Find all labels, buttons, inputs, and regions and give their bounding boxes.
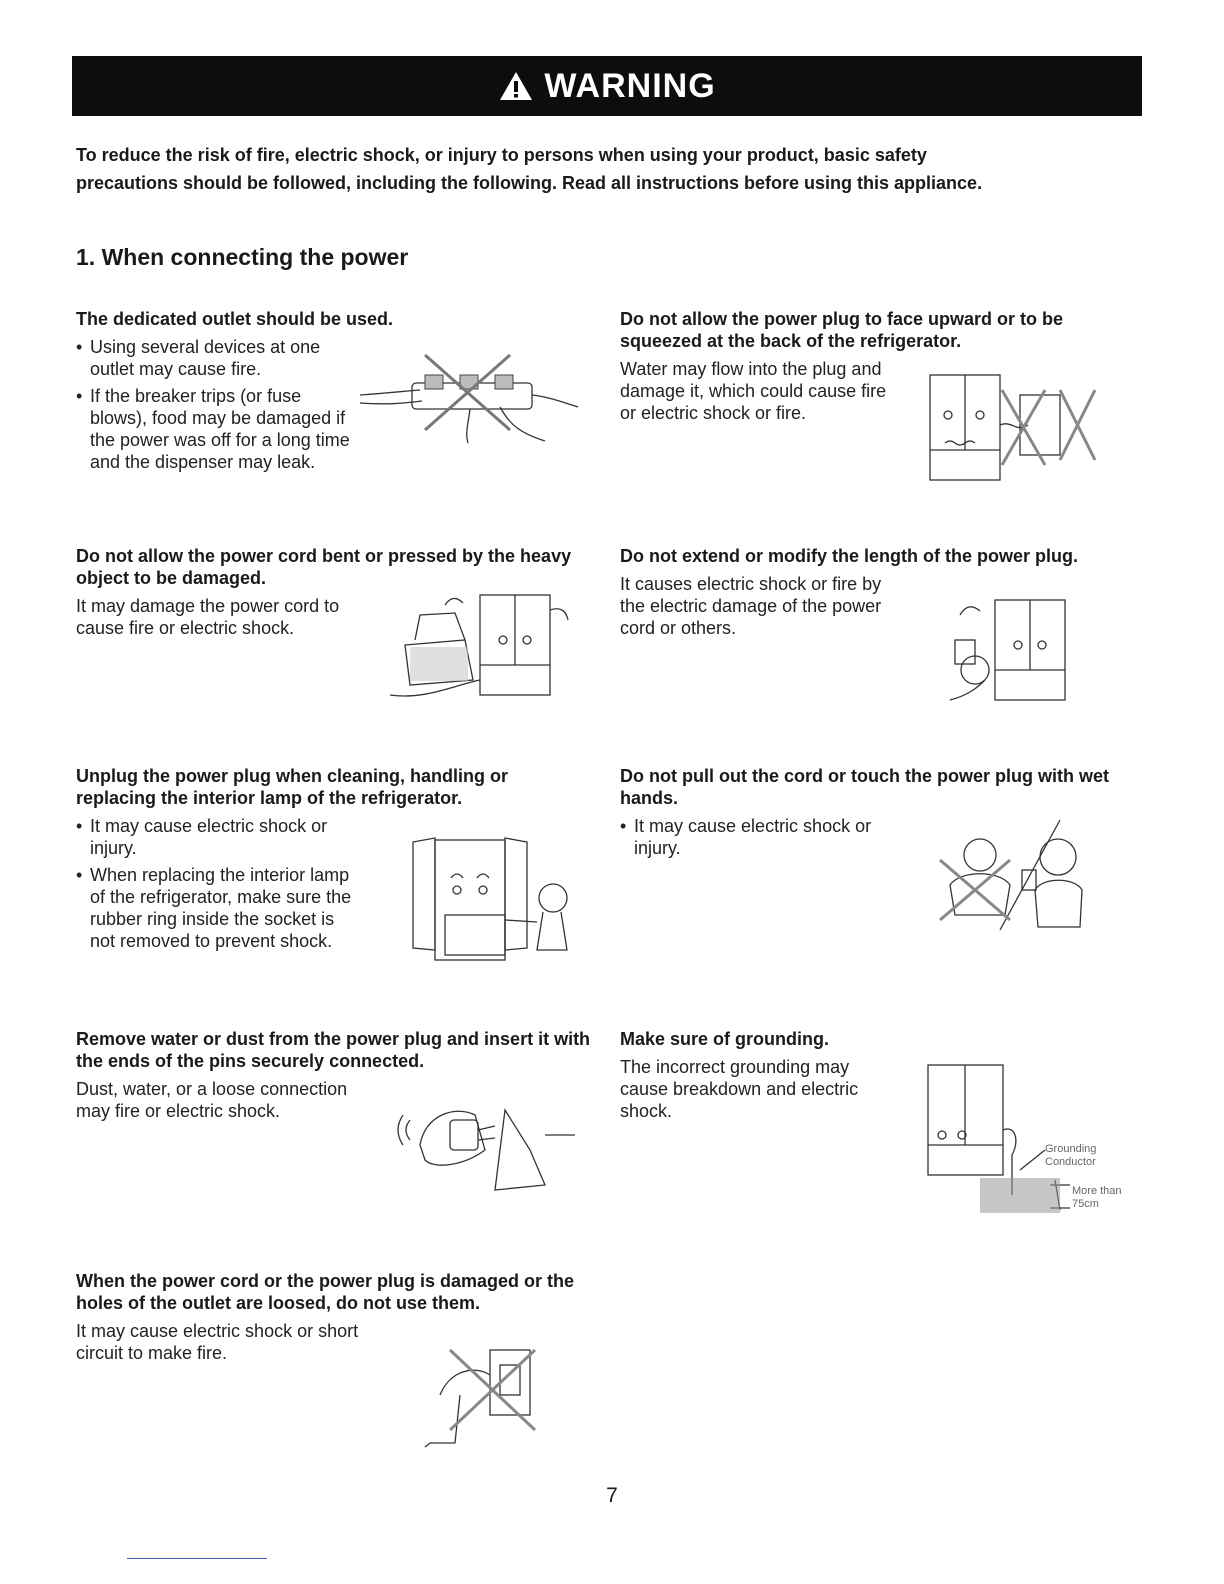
warning-triangle-icon: [498, 70, 534, 102]
item-heading: The dedicated outlet should be used.: [76, 309, 394, 329]
list-item: • It may cause electric shock or injury.: [620, 815, 895, 859]
item-heading: Remove water or dust from the power plug and insert it with the ends of the pins securely connected.: [76, 1029, 591, 1071]
footer-rule: [127, 1558, 267, 1559]
item-heading: Do not extend or modify the length of the power plug.: [620, 546, 1078, 566]
warning-banner: [72, 56, 1142, 116]
item-text: It may damage the power cord to cause fire or electric shock.: [76, 596, 340, 638]
list-item: • If the breaker trips (or fuse blows), food may be damaged if the power was off for a long time and the dispenser may leak.: [76, 385, 361, 473]
extend-plug-illustration: [930, 585, 1080, 710]
item-heading: Make sure of grounding.: [620, 1029, 830, 1049]
fridge-plug-back-illustration: [920, 365, 1100, 485]
list-item: • It may cause electric shock or injury.: [76, 815, 361, 859]
intro-paragraph: [76, 141, 1136, 197]
clean-plug-illustration: [395, 1090, 585, 1200]
grounding-illustration: [920, 1060, 1140, 1220]
multi-plug-illustration: [350, 345, 580, 445]
item-text: Water may flow into the plug and damage it, which could cause fire or electric shock or fire.: [620, 359, 887, 423]
section-title: 1. When connecting the power: [76, 244, 409, 270]
list-item: • When replacing the interior lamp of the refrigerator, make sure the rubber ring inside the socket is not removed to prevent shock.: [76, 864, 361, 952]
item-heading: When the power cord or the power plug is damaged or the holes of the outlet are loosed, do not use them.: [76, 1271, 575, 1313]
item-text: Dust, water, or a loose connection may fire or electric shock.: [76, 1079, 348, 1121]
intro-line: To reduce the risk of fire, electric shock, or injury to persons when using your product, basic safety: [76, 145, 927, 165]
depth-label-line1: More than: [1072, 1185, 1122, 1197]
page-number: 7: [606, 1484, 618, 1507]
item-heading: Do not allow the power plug to face upward or to be squeezed at the back of the refrigerator.: [620, 309, 1064, 351]
item-heading: Unplug the power plug when cleaning, handling or replacing the interior lamp of the refrigerator.: [76, 766, 508, 808]
grounding-label-line1: Grounding: [1045, 1143, 1097, 1155]
grounding-label-line2: Conductor: [1045, 1156, 1096, 1168]
item-heading: Do not pull out the cord or touch the power plug with wet hands.: [620, 766, 1109, 808]
item-heading: Do not allow the power cord bent or pressed by the heavy object to be damaged.: [76, 546, 572, 588]
banner-title: WARNING: [544, 66, 716, 105]
wet-hands-illustration: [930, 815, 1100, 935]
depth-label-line2: 75cm: [1072, 1198, 1099, 1210]
item-text: The incorrect grounding may cause breakdown and electric shock.: [620, 1057, 859, 1121]
intro-line: precautions should be followed, including the following. Read all instructions before using this appliance.: [76, 173, 983, 193]
damaged-outlet-illustration: [420, 1335, 550, 1450]
item-text: It may cause electric shock or short circuit to make fire.: [76, 1321, 359, 1363]
item-text: It causes electric shock or fire by the electric damage of the power cord or others.: [620, 574, 882, 638]
cord-pressed-illustration: [385, 585, 575, 705]
list-item: • Using several devices at one outlet may cause fire.: [76, 336, 361, 380]
interior-lamp-illustration: [405, 830, 580, 970]
